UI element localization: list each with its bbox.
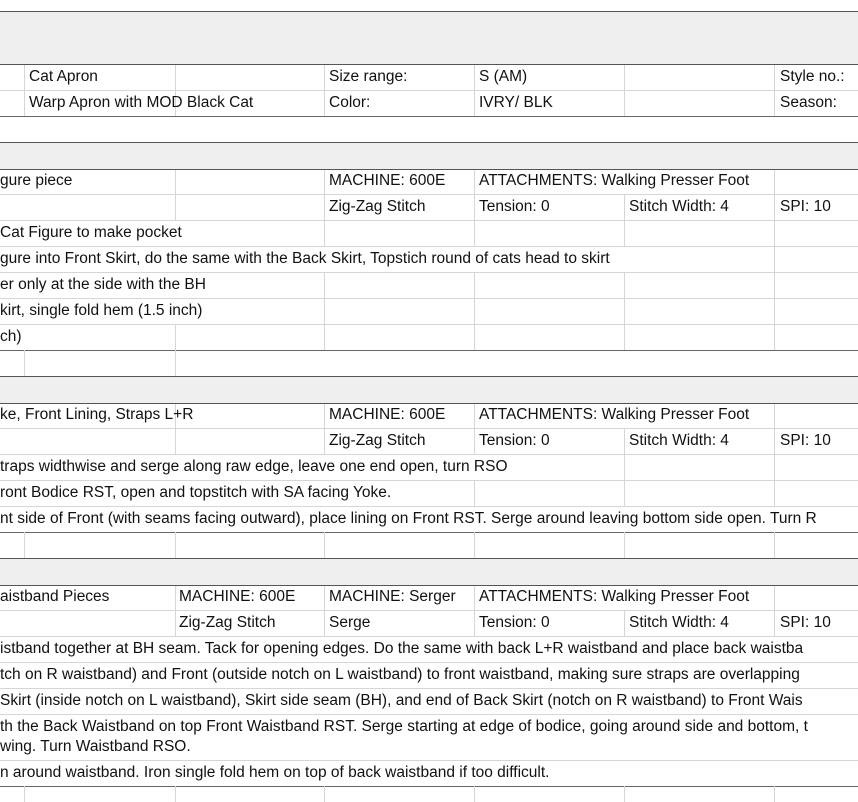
- s2-stitch-width: Stitch Width: 4: [629, 432, 729, 449]
- size-range-value: S (AM): [479, 68, 528, 85]
- product-description: Warp Apron with MOD Black Cat: [29, 94, 254, 111]
- s2-machine: MACHINE: 600E: [329, 406, 446, 423]
- s1-machine: MACHINE: 600E: [329, 172, 446, 189]
- s2-stitch: Zig-Zag Stitch: [329, 432, 426, 449]
- section-band-1: [0, 142, 858, 170]
- s1-tension: Tension: 0: [479, 198, 550, 215]
- s1-stitch-width: Stitch Width: 4: [629, 198, 729, 215]
- style-no-label: Style no.:: [780, 68, 845, 85]
- s1-attachments: ATTACHMENTS: Walking Presser Foot: [479, 172, 750, 189]
- s3-step: Skirt (inside notch on L waistband), Skirt side seam (BH), and end of Back Skirt (notch on R waistband) to Front Wais: [0, 692, 803, 709]
- s3-stitch-1: Zig-Zag Stitch: [179, 614, 276, 631]
- s1-step: er only at the side with the BH: [0, 276, 206, 293]
- s2-attachments: ATTACHMENTS: Walking Presser Foot: [479, 406, 750, 423]
- season-label: Season:: [780, 94, 837, 111]
- s3-machine-2: MACHINE: Serger: [329, 588, 456, 605]
- s1-step: Cat Figure to make pocket: [0, 224, 182, 241]
- s3-step: n around waistband. Iron single fold hem on top of back waistband if too difficult.: [0, 764, 550, 781]
- header-band-top: [0, 11, 858, 65]
- s3-piece: aistband Pieces: [0, 588, 110, 605]
- section-band-3: [0, 558, 858, 586]
- s2-piece: ke, Front Lining, Straps L+R: [0, 406, 194, 423]
- s3-spi: SPI: 10: [780, 614, 831, 631]
- s1-spi: SPI: 10: [780, 198, 831, 215]
- s3-step: tch on R waistband) and Front (outside notch on L waistband) to front waistband, making sure straps are overlapping: [0, 666, 800, 683]
- s1-stitch: Zig-Zag Stitch: [329, 198, 426, 215]
- color-value: IVRY/ BLK: [479, 94, 553, 111]
- color-label: Color:: [329, 94, 371, 111]
- s1-step: gure into Front Skirt, do the same with the Back Skirt, Topstich round of cats head to skirt: [0, 250, 610, 267]
- s1-piece: gure piece: [0, 172, 73, 189]
- s2-step: traps widthwise and serge along raw edge, leave one end open, turn RSO: [0, 458, 508, 475]
- s1-step: kirt, single fold hem (1.5 inch): [0, 302, 203, 319]
- s3-step: th the Back Waistband on top Front Waistband RST. Serge starting at edge of bodice, going around side and bottom, t: [0, 718, 808, 735]
- s2-step: ront Bodice RST, open and topstitch with SA facing Yoke.: [0, 484, 392, 501]
- s3-stitch-width: Stitch Width: 4: [629, 614, 729, 631]
- s3-step: wing. Turn Waistband RSO.: [0, 738, 191, 755]
- s1-step: ch): [0, 328, 22, 345]
- s3-attachments: ATTACHMENTS: Walking Presser Foot: [479, 588, 750, 605]
- size-range-label: Size range:: [329, 68, 408, 85]
- section-band-2: [0, 376, 858, 404]
- s3-stitch-2: Serge: [329, 614, 371, 631]
- s3-tension: Tension: 0: [479, 614, 550, 631]
- s2-spi: SPI: 10: [780, 432, 831, 449]
- product-name: Cat Apron: [29, 68, 98, 85]
- s2-tension: Tension: 0: [479, 432, 550, 449]
- s3-step: istband together at BH seam. Tack for opening edges. Do the same with back L+R waistband and place back waistba: [0, 640, 804, 657]
- s2-step: nt side of Front (with seams facing outward), place lining on Front RST. Serge around leaving bottom side open. Turn R: [0, 510, 817, 527]
- s3-machine-1: MACHINE: 600E: [179, 588, 296, 605]
